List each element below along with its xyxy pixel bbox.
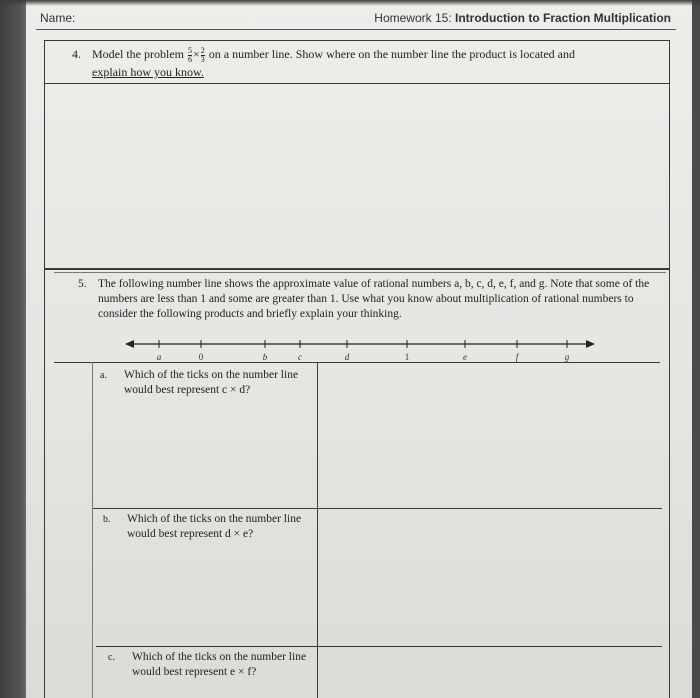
- number-line: [125, 336, 595, 366]
- part-c-question: Which of the ticks on the number line would best represent e × f?: [132, 651, 307, 678]
- homework-title: [374, 11, 671, 25]
- frame-top: [44, 40, 670, 41]
- tick-label-c: c: [298, 352, 302, 362]
- homework-number: Homework 15:: [374, 11, 452, 25]
- tick-label-b: b: [262, 352, 268, 362]
- question-4-text: [92, 46, 662, 80]
- right-arrow-icon: [586, 340, 595, 348]
- part-a-letter: a.: [100, 370, 107, 381]
- q4-q5-divider: [44, 268, 670, 270]
- name-label: Name:: [40, 11, 76, 25]
- part-b-letter: b.: [103, 514, 111, 525]
- frame-right: [669, 40, 670, 698]
- fraction-two-thirds: $\frac{2}{3}$: [200, 45, 205, 64]
- tick-label-g: g: [564, 352, 570, 362]
- tick-label-f: f: [515, 352, 519, 362]
- frame-left: [44, 40, 45, 698]
- question-4-rest: on a number line. Show where on the number line the product is located and: [208, 47, 575, 61]
- parts-column-divider: [317, 362, 318, 698]
- fraction-five-sixths: $\frac{5}{6}$: [187, 45, 192, 64]
- question-4-line2: explain how you know.: [92, 64, 204, 79]
- part-b-question: Which of the ticks on the number line would best represent d × e?: [127, 513, 302, 540]
- q5-top-inner: [54, 272, 666, 273]
- left-arrow-icon: [125, 340, 134, 348]
- homework-topic: Introduction to Fraction Multiplication: [455, 11, 671, 25]
- q4-prompt-divider: [44, 83, 670, 84]
- tick-label-e: e: [463, 352, 467, 362]
- times-symbol: ×: [192, 47, 200, 61]
- part-a-b-divider: [92, 508, 662, 509]
- tick-label-one: 1: [404, 352, 410, 362]
- tick-label-d: d: [344, 352, 350, 362]
- question-5-text: The following number line shows the approximate value of rational numbers a, b, c, d, e, f, and g. Note that some of the numbers are less than 1 and some are greater than 1. Use what you know about multiplication of rational numbers to consider the following products and briefly explain your thinking.: [98, 278, 650, 320]
- page-top-shadow: [0, 0, 700, 6]
- parts-left-border: [92, 362, 93, 698]
- tick-label-zero: 0: [198, 352, 204, 362]
- header-rule: [36, 29, 676, 30]
- question-4-number: 4.: [72, 47, 81, 61]
- part-a-question: Which of the ticks on the number line would best represent c × d?: [124, 369, 299, 396]
- number-line-labels: [157, 352, 570, 362]
- tick-label-a: a: [156, 352, 162, 362]
- part-b-c-divider: [96, 646, 662, 647]
- part-c-letter: c.: [108, 652, 115, 663]
- page-edge-shadow: [0, 0, 26, 698]
- question-5-number: 5.: [78, 278, 87, 290]
- question-4-lead: Model the problem: [92, 47, 184, 61]
